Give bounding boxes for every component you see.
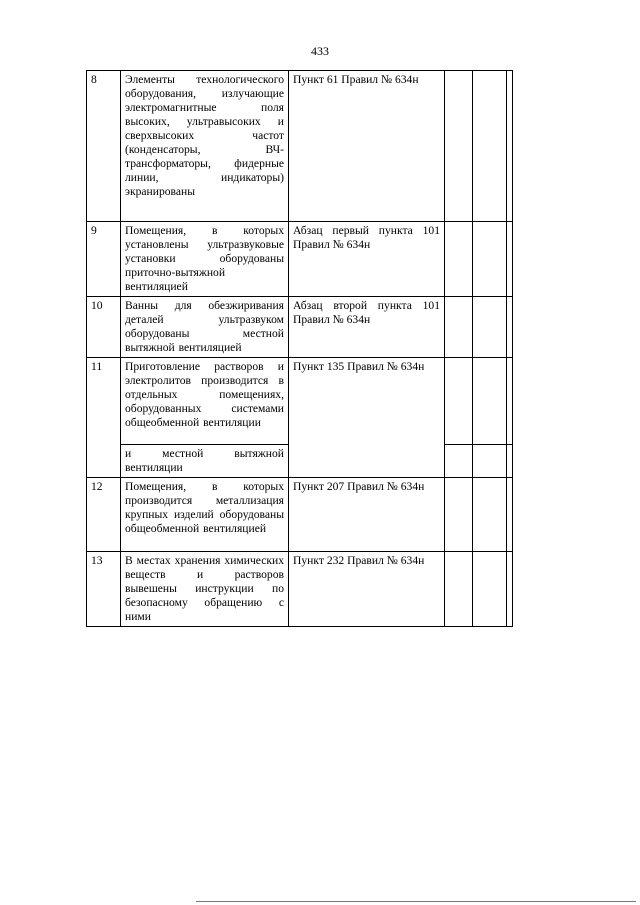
- table-row: [87, 358, 513, 445]
- answer-cell-no[interactable]: [473, 222, 507, 297]
- answer-cell-yes[interactable]: [445, 297, 473, 358]
- legal-reference: Абзац первый пункта 101 Правил № 634н: [289, 222, 445, 297]
- legal-reference: Пункт 135 Правил № 634н: [289, 358, 445, 478]
- table-row: [87, 222, 513, 297]
- answer-cell-no[interactable]: [473, 552, 507, 627]
- table-row: [87, 297, 513, 358]
- answer-cell-yes[interactable]: [445, 222, 473, 297]
- answer-cell-yes[interactable]: [445, 71, 473, 222]
- row-number: 11: [87, 358, 121, 478]
- row-number: 8: [87, 71, 121, 222]
- answer-cell-na[interactable]: [507, 552, 513, 627]
- answer-cell-na[interactable]: [507, 297, 513, 358]
- legal-reference: Пункт 61 Правил № 634н: [289, 71, 445, 222]
- requirement-text: В местах хранения химических веществ и растворов вывешены инструкции по безопасному обращению с ними: [121, 552, 289, 627]
- requirement-text: Ванны для обезжиривания деталей ультразвуком оборудованы местной вытяжной вентиляцией: [121, 297, 289, 358]
- table-row: [87, 71, 513, 222]
- row-number: 12: [87, 478, 121, 552]
- answer-cell-no[interactable]: [473, 297, 507, 358]
- requirement-text: Приготовление растворов и электролитов производится в отдельных помещениях, оборудованных системами общеобменной вентиляции: [121, 358, 289, 445]
- answer-cell-no[interactable]: [473, 358, 507, 445]
- requirement-text: Элементы технологического оборудования, излучающие электромагнитные поля высоких, ультравысоких и сверхвысоких частот (конденсаторы, ВЧ-трансформаторы, фидерные линии, индикаторы) экранированы: [121, 71, 289, 222]
- table-row: [87, 478, 513, 552]
- answer-cell-yes[interactable]: [445, 552, 473, 627]
- row-number: 13: [87, 552, 121, 627]
- answer-cell-yes[interactable]: [445, 358, 473, 445]
- legal-reference: Пункт 232 Правил № 634н: [289, 552, 445, 627]
- table-row: [87, 552, 513, 627]
- answer-cell-no[interactable]: [473, 478, 507, 552]
- row-number: 9: [87, 222, 121, 297]
- requirement-text: Помещения, в которых установлены ультразвуковые установки оборудованы приточно-вытяжной вентиляцией: [121, 222, 289, 297]
- answer-cell-yes[interactable]: [445, 478, 473, 552]
- answer-cell-no[interactable]: [473, 445, 507, 478]
- legal-reference: Пункт 207 Правил № 634н: [289, 478, 445, 552]
- row-number: 10: [87, 297, 121, 358]
- answer-cell-na[interactable]: [507, 445, 513, 478]
- page-edge-divider: [196, 901, 636, 902]
- answer-cell-na[interactable]: [507, 71, 513, 222]
- answer-cell-na[interactable]: [507, 222, 513, 297]
- answer-cell-yes[interactable]: [445, 445, 473, 478]
- page-number: 433: [311, 44, 329, 58]
- legal-reference: Абзац второй пункта 101 Правил № 634н: [289, 297, 445, 358]
- requirements-table: [86, 70, 513, 627]
- requirement-text-part2: и местной вытяжной вентиляции: [121, 445, 289, 478]
- requirement-text: Помещения, в которых производится металлизация крупных изделий оборудованы общеобменной вентиляцией: [121, 478, 289, 552]
- answer-cell-no[interactable]: [473, 71, 507, 222]
- answer-cell-na[interactable]: [507, 478, 513, 552]
- answer-cell-na[interactable]: [507, 358, 513, 445]
